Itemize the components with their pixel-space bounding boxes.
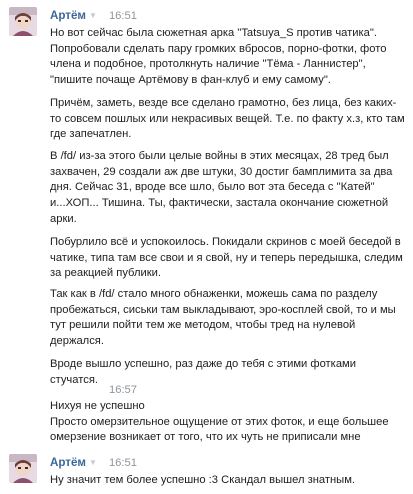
message-paragraph <box>50 96 405 143</box>
avatar[interactable] <box>9 454 37 483</box>
message-paragraph <box>50 235 405 282</box>
message-line: Ну значит тем более успешно :3 Скандал вышел знатным. <box>50 474 356 486</box>
message-line: Так как в /fd/ стало много обнаженки, можешь сама по разделу <box>50 288 378 300</box>
message-line: дня. Сейчас 31, вроде все шло, было вот эта беседа с "Катей" <box>50 181 375 194</box>
avatar[interactable] <box>9 7 37 36</box>
message-line: Попробовали сделать пару громких вбросов, порно-фотки, фото <box>50 42 387 55</box>
chevron-down-icon[interactable]: ▼ <box>89 458 97 467</box>
message-line: В /fd/ из-за этого были целые войны в этих месяцах, 28 тред был <box>50 150 389 162</box>
author-name[interactable]: Артём <box>50 9 87 22</box>
message-paragraph <box>50 399 405 446</box>
message-line: захвачен, 29 создали аж две штуки, 30 достиг бамплимита за два <box>50 165 393 178</box>
message-line: Побурлило всё и успокоилось. Покидали скринов с моей беседой в <box>50 236 401 248</box>
message-time: 16:57 <box>109 384 137 396</box>
message-line: где запечатлен. <box>50 128 132 141</box>
message-header <box>50 8 137 24</box>
message-line: за реакцией публики. <box>50 267 161 280</box>
author-name[interactable]: Артём <box>50 456 87 469</box>
message-line: Просто омерзительное ощущение от этих фоток, и еще большее <box>50 415 389 428</box>
message-header <box>50 455 137 471</box>
message-time: 16:51 <box>108 457 137 469</box>
message-line: то совсем пошлых или некрасивых вещей. Т.е. по факту х.з, кто там <box>50 112 405 125</box>
message-line: чатике, типа там все свои и я свой, ну и теперь передышка, следим <box>50 251 403 264</box>
message-line: Вроде вышло успешно, раз даже до тебя с этими фотками стучатся. <box>50 358 356 386</box>
message-paragraph <box>50 149 405 228</box>
message-line: "пишите почаще Артёмову в фан-клуб и ему самому". <box>50 74 331 87</box>
chevron-down-icon[interactable]: ▼ <box>89 11 97 20</box>
message-line: и...ХОП... Тишина. Ты, фактически, застала окончание сюжетной <box>50 197 389 210</box>
message-paragraph <box>50 26 405 89</box>
message-paragraph <box>50 287 405 350</box>
message-paragraph <box>50 357 405 388</box>
message-line: Причём, заметь, везде все сделано грамотно, без лица, без каких- <box>50 97 397 109</box>
message-line: держался. <box>50 335 104 348</box>
message-paragraph <box>50 473 405 489</box>
message-line: Но вот сейчас была сюжетная арка "Tatsuya_S против чатика". <box>50 27 377 39</box>
message-time: 16:51 <box>108 10 137 22</box>
message-line: арки. <box>50 212 77 225</box>
message-line: омерзение возникает от того, что их чуть не приписали мне <box>50 431 361 444</box>
message-line: тут решили пойти тем же методом, чтобы тред на нулевой <box>50 319 356 332</box>
message-line: Нихуя не успешно <box>50 400 145 412</box>
message-line: пробежаться, сиськи там выкладывают, эро-косплей свой, то и мы <box>50 303 396 316</box>
message-line: члена и подобное, протолкнуть наличие "Тёма - Ланнистер", <box>50 58 366 71</box>
